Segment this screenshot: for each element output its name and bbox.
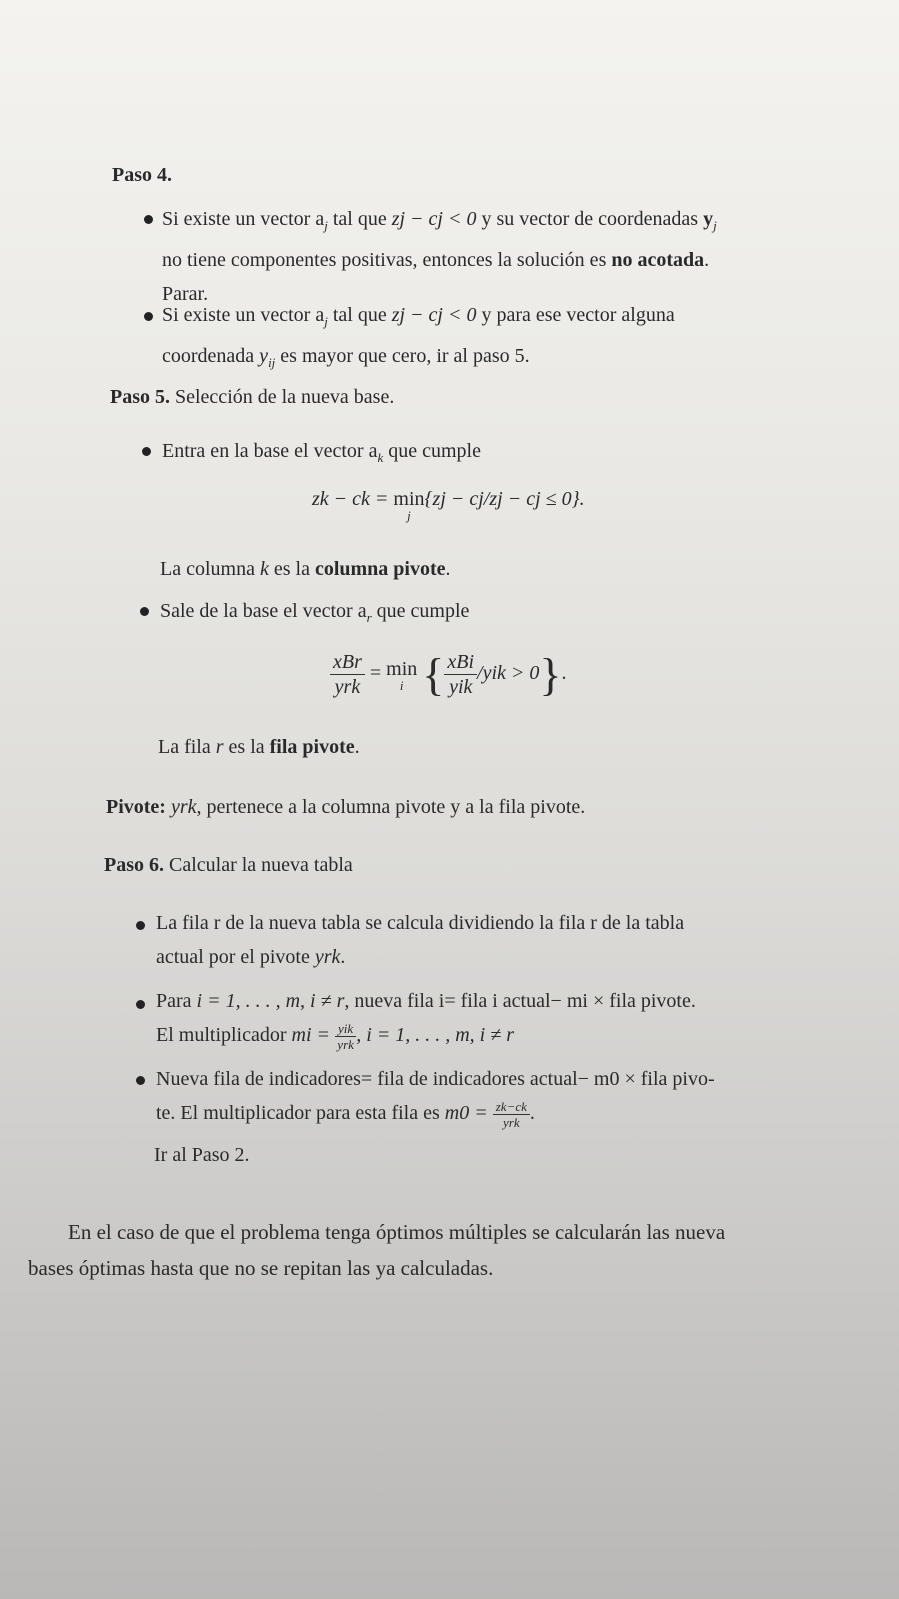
pivot-row-note: La fila r es la fila pivote. xyxy=(158,736,360,758)
paso6-bullet1: La fila r de la nueva tabla se calcula dividiendo la fila r de la tabla actual por el pivote yrk. xyxy=(156,912,685,968)
paso5-bullet2: Sale de la base el vector $a_r$ que cumple xyxy=(160,600,470,625)
bullet-dot xyxy=(144,215,153,224)
paso4-bullet2: Si existe un vector $a_j$ tal que zj − cj < 0 y para ese vector alguna coordenada $y_{ij}$ es mayor que cero, ir al paso 5. xyxy=(162,304,675,370)
closing-paragraph: En el caso de que el problema tenga óptimos múltiples se calcularán las nueva bases óptimas hasta que no se repitan las ya calculadas. xyxy=(28,1220,726,1280)
formula-entering-vector: zk − ck = min j {zj − cj/zj − cj ≤ 0}. xyxy=(312,488,585,523)
paso6-bullet3: Nueva fila de indicadores= fila de indicadores actual− m0 × fila pivo- te. El multiplicador para esta fila es m0 = $\frac{zk-ck}{\text{yrk}}$ . xyxy=(156,1068,715,1130)
paso5-bullet1: Entra en la base el vector $a_k$ que cumple xyxy=(162,440,481,465)
goto-step2: Ir al Paso 2. xyxy=(154,1144,250,1166)
bullet-dot xyxy=(136,1076,145,1085)
paso4-bullet1: Si existe un vector $a_j$ tal que zj − cj < 0 y su vector de coordenadas $y_j$ no tiene componentes positivas, entonces la solución es no acotada. Parar. xyxy=(162,208,717,305)
bullet-dot xyxy=(136,921,145,930)
bullet-dot xyxy=(140,607,149,616)
paso5-heading: Paso 5. Selección de la nueva base. xyxy=(110,386,395,408)
paso4-heading: Paso 4. xyxy=(112,164,172,186)
pivote-definition: Pivote: yrk, pertenece a la columna pivote y a la fila pivote. xyxy=(106,796,586,818)
paso6-bullet2: Para i = 1, . . . , m, i ≠ r, nueva fila i= fila i actual− mi × fila pivote. El multiplicador mi = $\frac{\text{yik}}{\text{yrk}}$ , i = 1, . . . , m, i ≠ r xyxy=(156,990,696,1052)
formula-leaving-vector: $\frac{\text{xBr}}{\text{yrk}}$ = min i { $\frac{\text{xBi}}{\text{yik}}$ /yik > 0}. xyxy=(330,648,567,701)
bullet-dot xyxy=(136,1000,145,1009)
bullet-dot xyxy=(142,447,151,456)
pivot-column-note: La columna k es la columna pivote. xyxy=(160,558,451,580)
bullet-dot xyxy=(144,312,153,321)
paso6-heading: Paso 6. Calcular la nueva tabla xyxy=(104,854,353,876)
